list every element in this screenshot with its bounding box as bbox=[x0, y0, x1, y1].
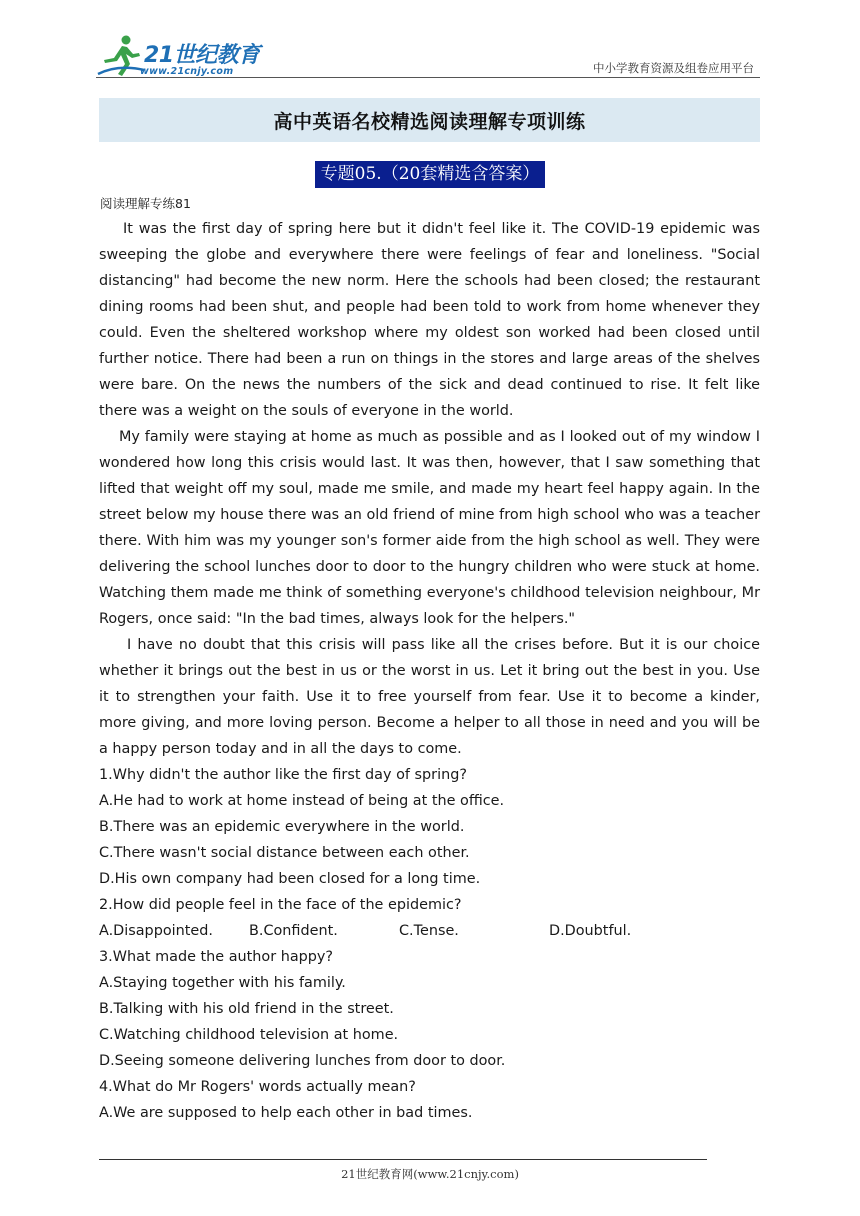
question-1: 1.Why didn't the author like the first day of spring? bbox=[99, 767, 467, 783]
logo-url: www.21cnjy.com bbox=[140, 66, 234, 77]
page-header bbox=[96, 28, 760, 78]
paragraph-3: I have no doubt that this crisis will pass like all the crises before. But it is our choice whether it brings out the best in us or the worst in us. Let it bring out the best in you. Use it to strengthen your faith. Use it to free yourself from fear. Use it to become a kinder, more giving, and more loving person. Become a helper to all those in need and you will be a happy person today and in all the days to come. bbox=[99, 637, 760, 757]
option-1c: C.There wasn't social distance between each other. bbox=[99, 845, 470, 861]
footer-divider bbox=[99, 1159, 707, 1160]
document-title: 高中英语名校精选阅读理解专项训练 bbox=[273, 110, 586, 133]
paragraph-1: It was the first day of spring here but it didn't feel like it. The COVID-19 epidemic was sweeping the globe and everywhere there were feelings of fear and loneliness. "Social distancing" had become the new norm. Here the schools had been closed; the restaurant dining rooms had been shut, and people had been told to work from home whenever they could. Even the sheltered workshop where my oldest son worked had been closed until further notice. There had been a run on things in the stores and large areas of the shelves were bare. On the news the numbers of the sick and dead continued to rise. It felt like there was a weight on the souls of everyone in the world. bbox=[99, 221, 760, 419]
logo bbox=[96, 34, 266, 78]
paragraph-2: My family were staying at home as much as possible and as I looked out of my window I wondered how long this crisis would last. It was then, however, that I saw something that lifted that weight off my soul, made me smile, and made my heart feel happy again. In the street below my house there was an old friend of mine from high school who was a teacher there. With him was my younger son's former aide from the high school as well. They were delivering the school lunches door to door to the hungry children who were stuck at home. Watching them made me think of something everyone's childhood television neighbour, Mr Rogers, once said: "In the bad times, always look for the helpers." bbox=[99, 429, 760, 627]
options-2 bbox=[99, 918, 760, 944]
option-4a: A.We are supposed to help each other in bad times. bbox=[99, 1105, 473, 1121]
section-label: 阅读理解专练81 bbox=[100, 196, 191, 211]
logo-text: 21世纪教育 bbox=[144, 43, 260, 68]
option-3b: B.Talking with his old friend in the street. bbox=[99, 1001, 394, 1017]
option-3d: D.Seeing someone delivering lunches from door to door. bbox=[99, 1053, 506, 1069]
option-3a: A.Staying together with his family. bbox=[99, 975, 346, 991]
option-2c: C.Tense. bbox=[399, 923, 459, 939]
header-divider bbox=[96, 77, 760, 78]
option-2d: D.Doubtful. bbox=[549, 923, 632, 939]
option-2b: B.Confident. bbox=[249, 923, 338, 939]
option-1b: B.There was an epidemic everywhere in the world. bbox=[99, 819, 465, 835]
option-3c: C.Watching childhood television at home. bbox=[99, 1027, 399, 1043]
option-1a: A.He had to work at home instead of being at the office. bbox=[99, 793, 505, 809]
question-2: 2.How did people feel in the face of the epidemic? bbox=[99, 897, 462, 913]
title-band bbox=[99, 98, 760, 142]
page-footer: 21世纪教育网(www.21cnjy.com) bbox=[341, 1167, 519, 1181]
reading-content bbox=[99, 216, 760, 1126]
option-2a: A.Disappointed. bbox=[99, 923, 213, 939]
subtitle-wrap bbox=[0, 161, 860, 188]
question-3: 3.What made the author happy? bbox=[99, 949, 334, 965]
option-1d: D.His own company had been closed for a long time. bbox=[99, 871, 481, 887]
platform-name: 中小学教育资源及组卷应用平台 bbox=[593, 61, 754, 75]
document-subtitle: 专题05.（20套精选含答案） bbox=[315, 161, 546, 188]
question-4: 4.What do Mr Rogers' words actually mean? bbox=[99, 1079, 416, 1095]
